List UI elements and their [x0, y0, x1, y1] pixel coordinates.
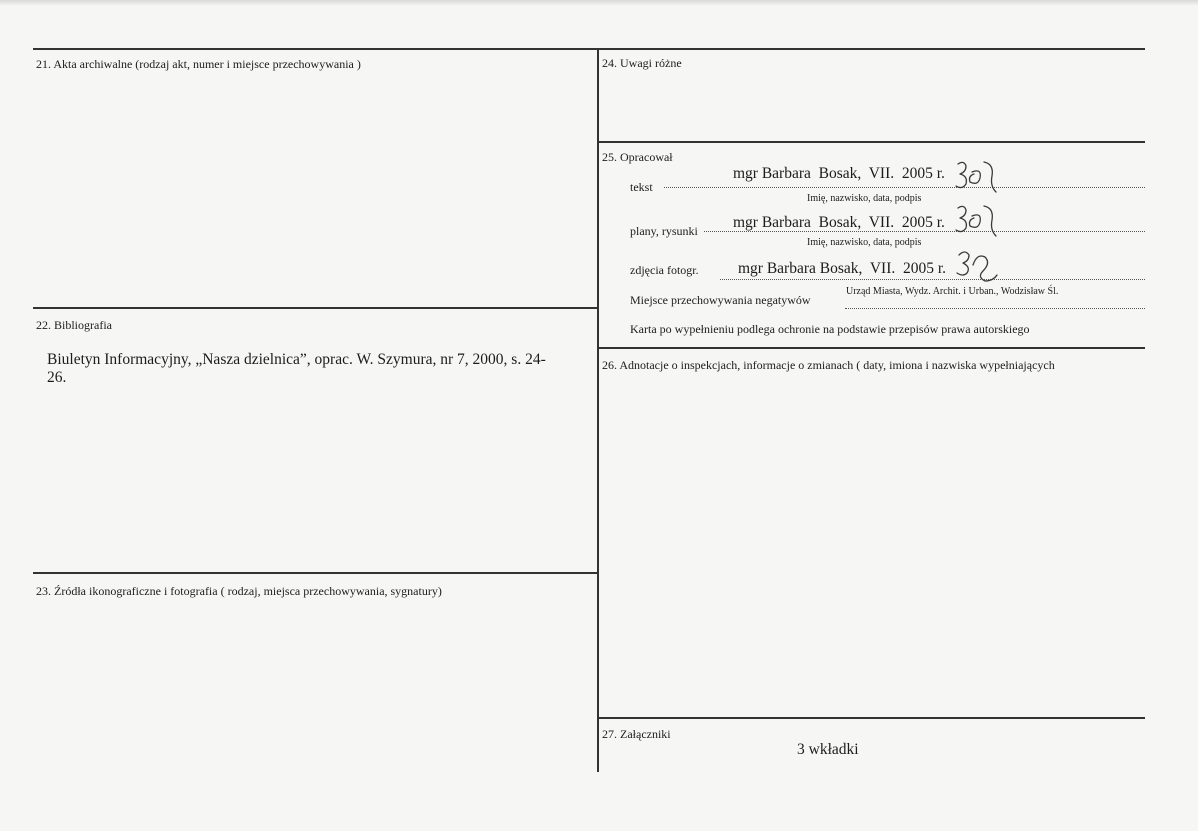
attachments-value: 3 wkładki: [797, 741, 859, 758]
section-22-label: 22. Bibliografia: [36, 318, 112, 332]
rule-21-22: [33, 307, 597, 309]
bibliography-line-2: 26.: [47, 369, 67, 386]
section-24-label: 24. Uwagi różne: [602, 56, 682, 70]
section-25-label: 25. Opracował: [602, 150, 673, 164]
section-26-label: 26. Adnotacje o inspekcjach, informacje o zmianach ( daty, imiona i nazwiska wypełniających: [602, 358, 1055, 372]
zdjecia-label: zdjęcia fotogr.: [630, 263, 699, 277]
negatywy-dotted-line: [845, 308, 1145, 309]
tekst-value: mgr Barbara Bosak, VII. 2005 r.: [733, 165, 945, 182]
signature-2: [952, 202, 1000, 238]
rule-top: [33, 48, 1145, 50]
negatywy-label: Miejsce przechowywania negatywów: [630, 293, 811, 307]
scan-edge: [0, 0, 1198, 6]
section-23-label: 23. Źródła ikonograficzne i fotografia ( rodzaj, miejsca przechowywania, sygnatury): [36, 584, 442, 598]
plany-value: mgr Barbara Bosak, VII. 2005 r.: [733, 214, 945, 231]
tekst-dotted-line: [664, 187, 1145, 188]
caption-2: Imię, nazwisko, data, podpis: [807, 237, 922, 248]
copyright-note: Karta po wypełnieniu podlega ochronie na podstawie przepisów prawa autorskiego: [630, 322, 1030, 336]
column-divider: [597, 48, 599, 772]
rule-25-26: [598, 347, 1145, 349]
signature-3: [955, 247, 1003, 283]
signature-1: [952, 158, 1000, 194]
rule-26-27: [598, 717, 1145, 719]
caption-1: Imię, nazwisko, data, podpis: [807, 193, 922, 204]
section-27-label: 27. Załączniki: [602, 727, 671, 741]
tekst-label: tekst: [630, 180, 653, 194]
negatywy-value: Urząd Miasta, Wydz. Archit. i Urban., Wodzisław Śl.: [846, 286, 1059, 297]
bibliography-line-1: Biuletyn Informacyjny, „Nasza dzielnica”, oprac. W. Szymura, nr 7, 2000, s. 24-: [47, 351, 546, 368]
zdjecia-value: mgr Barbara Bosak, VII. 2005 r.: [738, 260, 947, 277]
rule-24-25: [598, 141, 1145, 143]
rule-22-23: [33, 572, 597, 574]
section-21-label: 21. Akta archiwalne (rodzaj akt, numer i miejsce przechowywania ): [36, 57, 361, 71]
plany-label: plany, rysunki: [630, 224, 698, 238]
zdjecia-dotted-line: [720, 279, 1145, 280]
